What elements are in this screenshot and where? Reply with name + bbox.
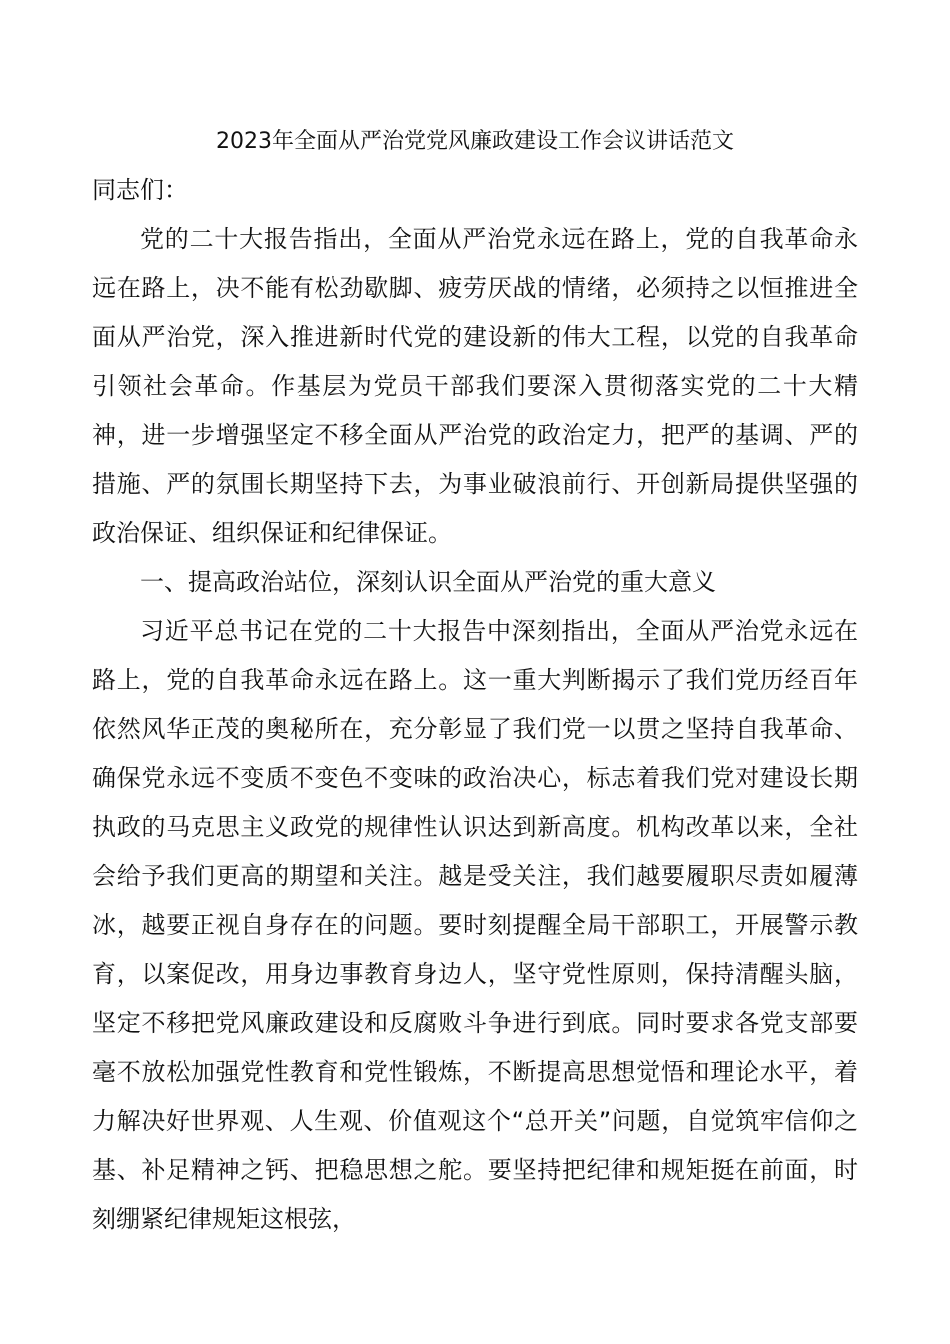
document-title: 2023年全面从严治党党风廉政建设工作会议讲话范文: [216, 129, 734, 154]
paragraph-section-1: 习近平总书记在党的二十大报告中深刻指出，全面从严治党永远在路上，党的自我革命永远在路上。这一重大判断揭示了我们党历经百年依然风华正茂的奥秘所在，充分彰显了我们党一以贯之坚持自我革命、确保党永远不变质不变色不变味的政治决心，标志着我们党对建设长期执政的马克思主义政党的规律性认识达到新高度。机构改革以来，全社会给予我们更高的期望和关注。越是受关注，我们越要履职尽责如履薄冰，越要正视自身存在的问题。要时刻提醒全局干部职工，开展警示教育，以案促改，用身边事教育身边人，坚守党性原则，保持清醒头脑，坚定不移把党风廉政建设和反腐败斗争进行到底。同时要求各党支部要毫不放松加强党性教育和党性锻炼，不断提高思想觉悟和理论水平，着力解决好世界观、人生观、价值观这个“总开关”问题，自觉筑牢信仰之基、补足精神之钙、把稳思想之舵。要坚持把纪律和规矩挺在前面，时刻绷紧纪律规矩这根弦，: [92, 617, 858, 1233]
section-heading-1: 一、提高政治站位，深刻认识全面从严治党的重大意义: [140, 568, 716, 596]
paragraph-intro: 党的二十大报告指出，全面从严治党永远在路上，党的自我革命永远在路上，决不能有松劲歇脚、疲劳厌战的情绪，必须持之以恒推进全面从严治党，深入推进新时代党的建设新的伟大工程，以党的自我革命引领社会革命。作基层为党员干部我们要深入贯彻落实党的二十大精神，进一步增强坚定不移全面从严治党的政治定力，把严的基调、严的措施、严的氛围长期坚持下去，为事业破浪前行、开创新局提供坚强的政治保证、组织保证和纪律保证。: [92, 225, 858, 547]
salutation: 同志们：: [92, 176, 188, 204]
document-page: [92, 118, 858, 1244]
